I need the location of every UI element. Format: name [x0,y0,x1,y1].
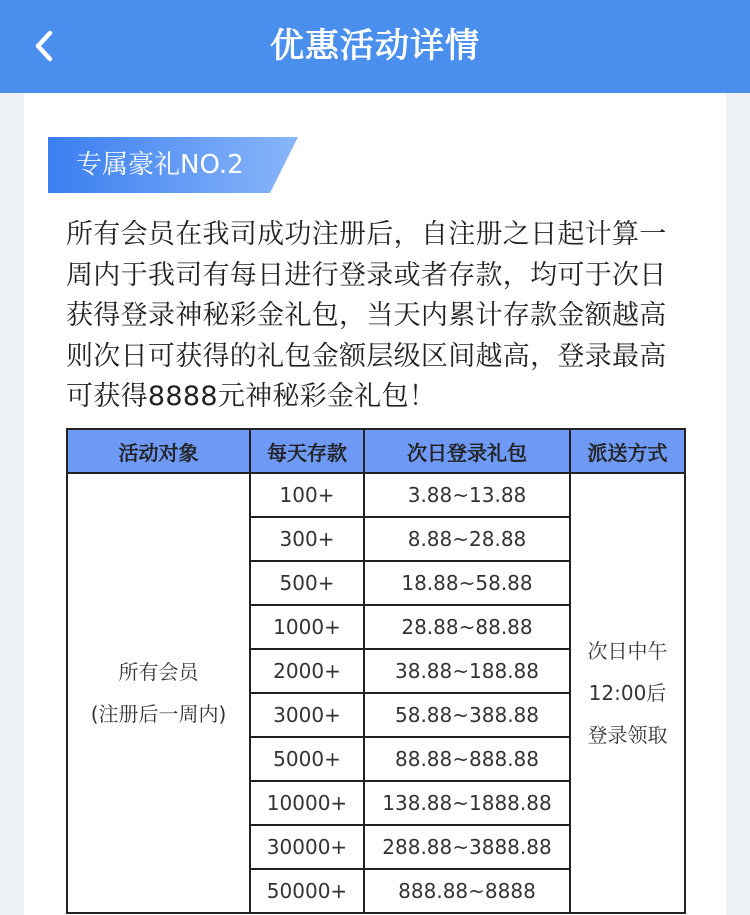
delivery-line-1: 次日中午 [587,639,668,663]
target-line-1: 所有会员 [118,660,199,684]
column-header-delivery: 派送方式 [570,429,685,473]
deposit-cell: 300+ [250,517,364,561]
gift-table [66,428,686,914]
deposit-cell: 50000+ [250,869,364,913]
gift-cell: 88.88~888.88 [364,737,570,781]
deposit-cell: 100+ [250,473,364,517]
deposit-cell: 1000+ [250,605,364,649]
deposit-cell: 30000+ [250,825,364,869]
delivery-line-3: 登录领取 [587,723,668,747]
page-title: 优惠活动详情 [270,26,480,66]
promo-tag [48,137,298,193]
column-header-deposit: 每天存款 [250,429,364,473]
target-cell [67,473,250,913]
deposit-cell: 500+ [250,561,364,605]
gift-cell: 58.88~388.88 [364,693,570,737]
deposit-cell: 10000+ [250,781,364,825]
delivery-cell [570,473,685,913]
gift-cell: 138.88~1888.88 [364,781,570,825]
target-line-2: (注册后一周内) [90,702,227,726]
gift-cell: 28.88~88.88 [364,605,570,649]
gift-cell: 888.88~8888 [364,869,570,913]
table-header-row [67,429,685,473]
deposit-cell: 2000+ [250,649,364,693]
table-row [67,473,685,517]
gift-cell: 18.88~58.88 [364,561,570,605]
gift-cell: 8.88~28.88 [364,517,570,561]
delivery-line-2: 12:00后 [588,681,667,705]
column-header-gift: 次日登录礼包 [364,429,570,473]
promo-description: 所有会员在我司成功注册后，自注册之日起计算一周内于我司有每日进行登录或者存款，均可于次日获得登录神秘彩金礼包，当天内累计存款金额越高则次日可获得的礼包金额层级区间越高，登录最高可获得8888元神秘彩金礼包！ [66,219,667,412]
promo-card [24,93,726,915]
header-bar [0,0,750,93]
gift-cell: 288.88~3888.88 [364,825,570,869]
deposit-cell: 3000+ [250,693,364,737]
column-header-target: 活动对象 [67,429,250,473]
promo-tag-label: 专属豪礼NO.2 [76,150,244,180]
gift-cell: 3.88~13.88 [364,473,570,517]
gift-cell: 38.88~188.88 [364,649,570,693]
deposit-cell: 5000+ [250,737,364,781]
